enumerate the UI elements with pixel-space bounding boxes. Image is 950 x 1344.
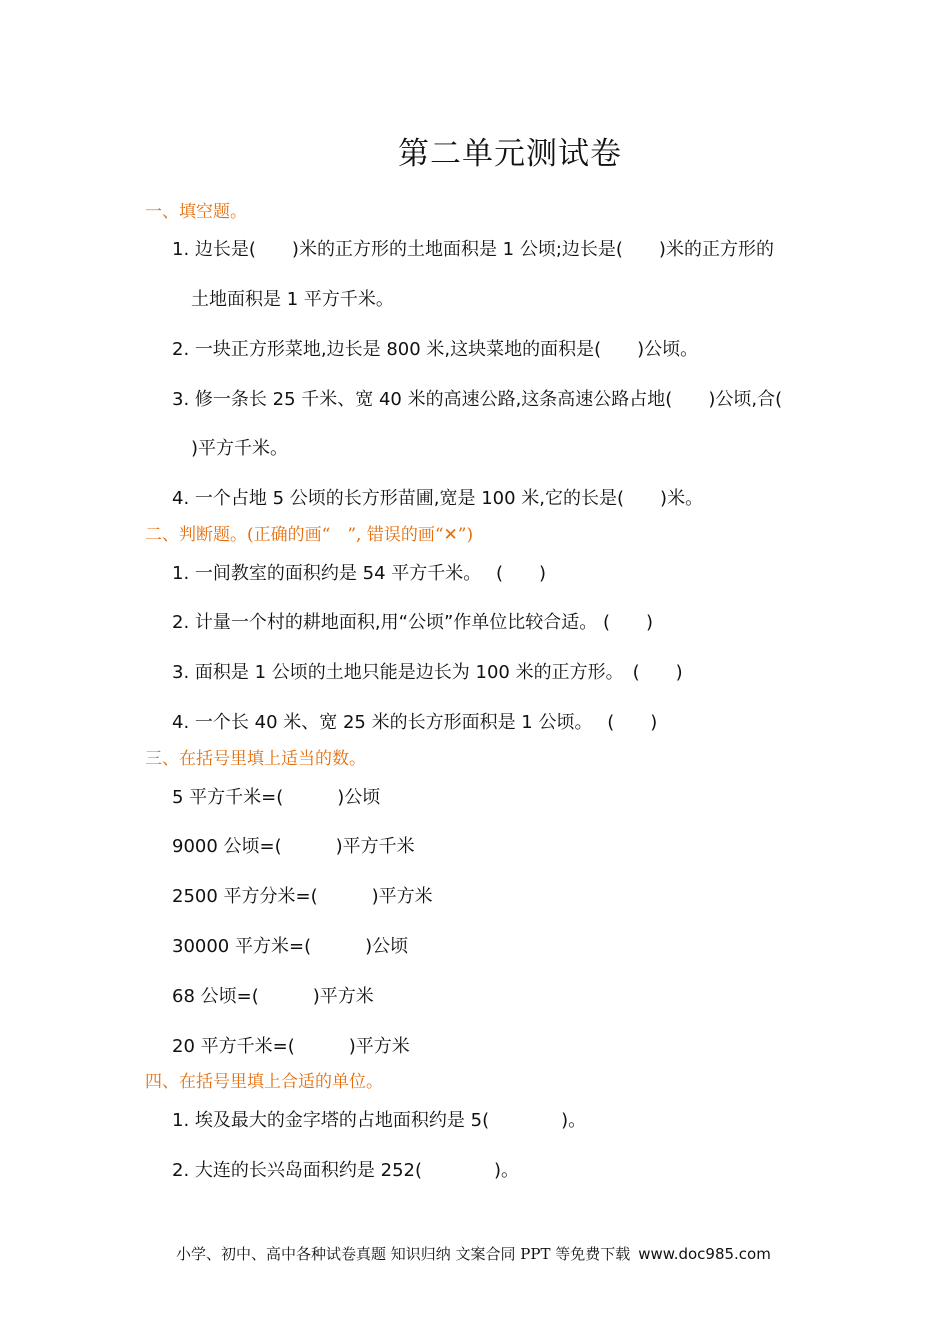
question-1-3-line-1: 3. 修一条长 25 千米、宽 40 米的高速公路,这条高速公路占地( )公顷,合( — [172, 389, 783, 410]
page-title: 第二单元测试卷 — [398, 136, 622, 172]
conversion-item: 9000 公顷=( )平方千米 — [172, 836, 415, 857]
footer-link[interactable]: www.doc985.com — [638, 1245, 771, 1263]
question-2-2: 2. 计量一个村的耕地面积,用“公顷”作单位比较合适。 ( ) — [172, 612, 654, 633]
conversion-item: 2500 平方分米=( )平方米 — [172, 886, 433, 907]
section-heading-fill-blank: 一、填空题。 — [145, 202, 247, 222]
question-1-4: 4. 一个占地 5 公顷的长方形苗圃,宽是 100 米,它的长是( )米。 — [172, 488, 704, 509]
question-1-1-line-1: 1. 边长是( )米的正方形的土地面积是 1 公顷;边长是( )米的正方形的 — [172, 239, 774, 260]
footer — [176, 1243, 771, 1264]
conversion-item: 30000 平方米=( )公顷 — [172, 936, 409, 957]
question-2-3: 3. 面积是 1 公顷的土地只能是边长为 100 米的正方形。 ( ) — [172, 662, 683, 683]
footer-text: 小学、初中、高中各种试卷真题 知识归纳 文案合同 PPT 等免费下载 — [176, 1245, 631, 1263]
conversion-item: 20 平方千米=( )平方米 — [172, 1036, 410, 1057]
section-heading-true-false: 二、判断题。(正确的画“ ”, 错误的画“✕”) — [145, 525, 474, 545]
question-4-1: 1. 埃及最大的金字塔的占地面积约是 5( )。 — [172, 1110, 587, 1131]
question-4-2: 2. 大连的长兴岛面积约是 252( )。 — [172, 1160, 520, 1181]
question-1-2: 2. 一块正方形菜地,边长是 800 米,这块菜地的面积是( )公顷。 — [172, 339, 699, 360]
question-2-4: 4. 一个长 40 米、宽 25 米的长方形面积是 1 公顷。 ( ) — [172, 712, 658, 733]
section-heading-fill-numbers: 三、在括号里填上适当的数。 — [145, 749, 366, 769]
section-heading-fill-units: 四、在括号里填上合适的单位。 — [145, 1072, 383, 1092]
question-1-3-line-2: )平方千米。 — [191, 438, 289, 459]
question-2-1: 1. 一间教室的面积约是 54 平方千米。 ( ) — [172, 563, 547, 584]
conversion-item: 5 平方千米=( )公顷 — [172, 787, 381, 808]
question-1-1-line-2: 土地面积是 1 平方千米。 — [191, 289, 394, 310]
conversion-item: 68 公顷=( )平方米 — [172, 986, 374, 1007]
